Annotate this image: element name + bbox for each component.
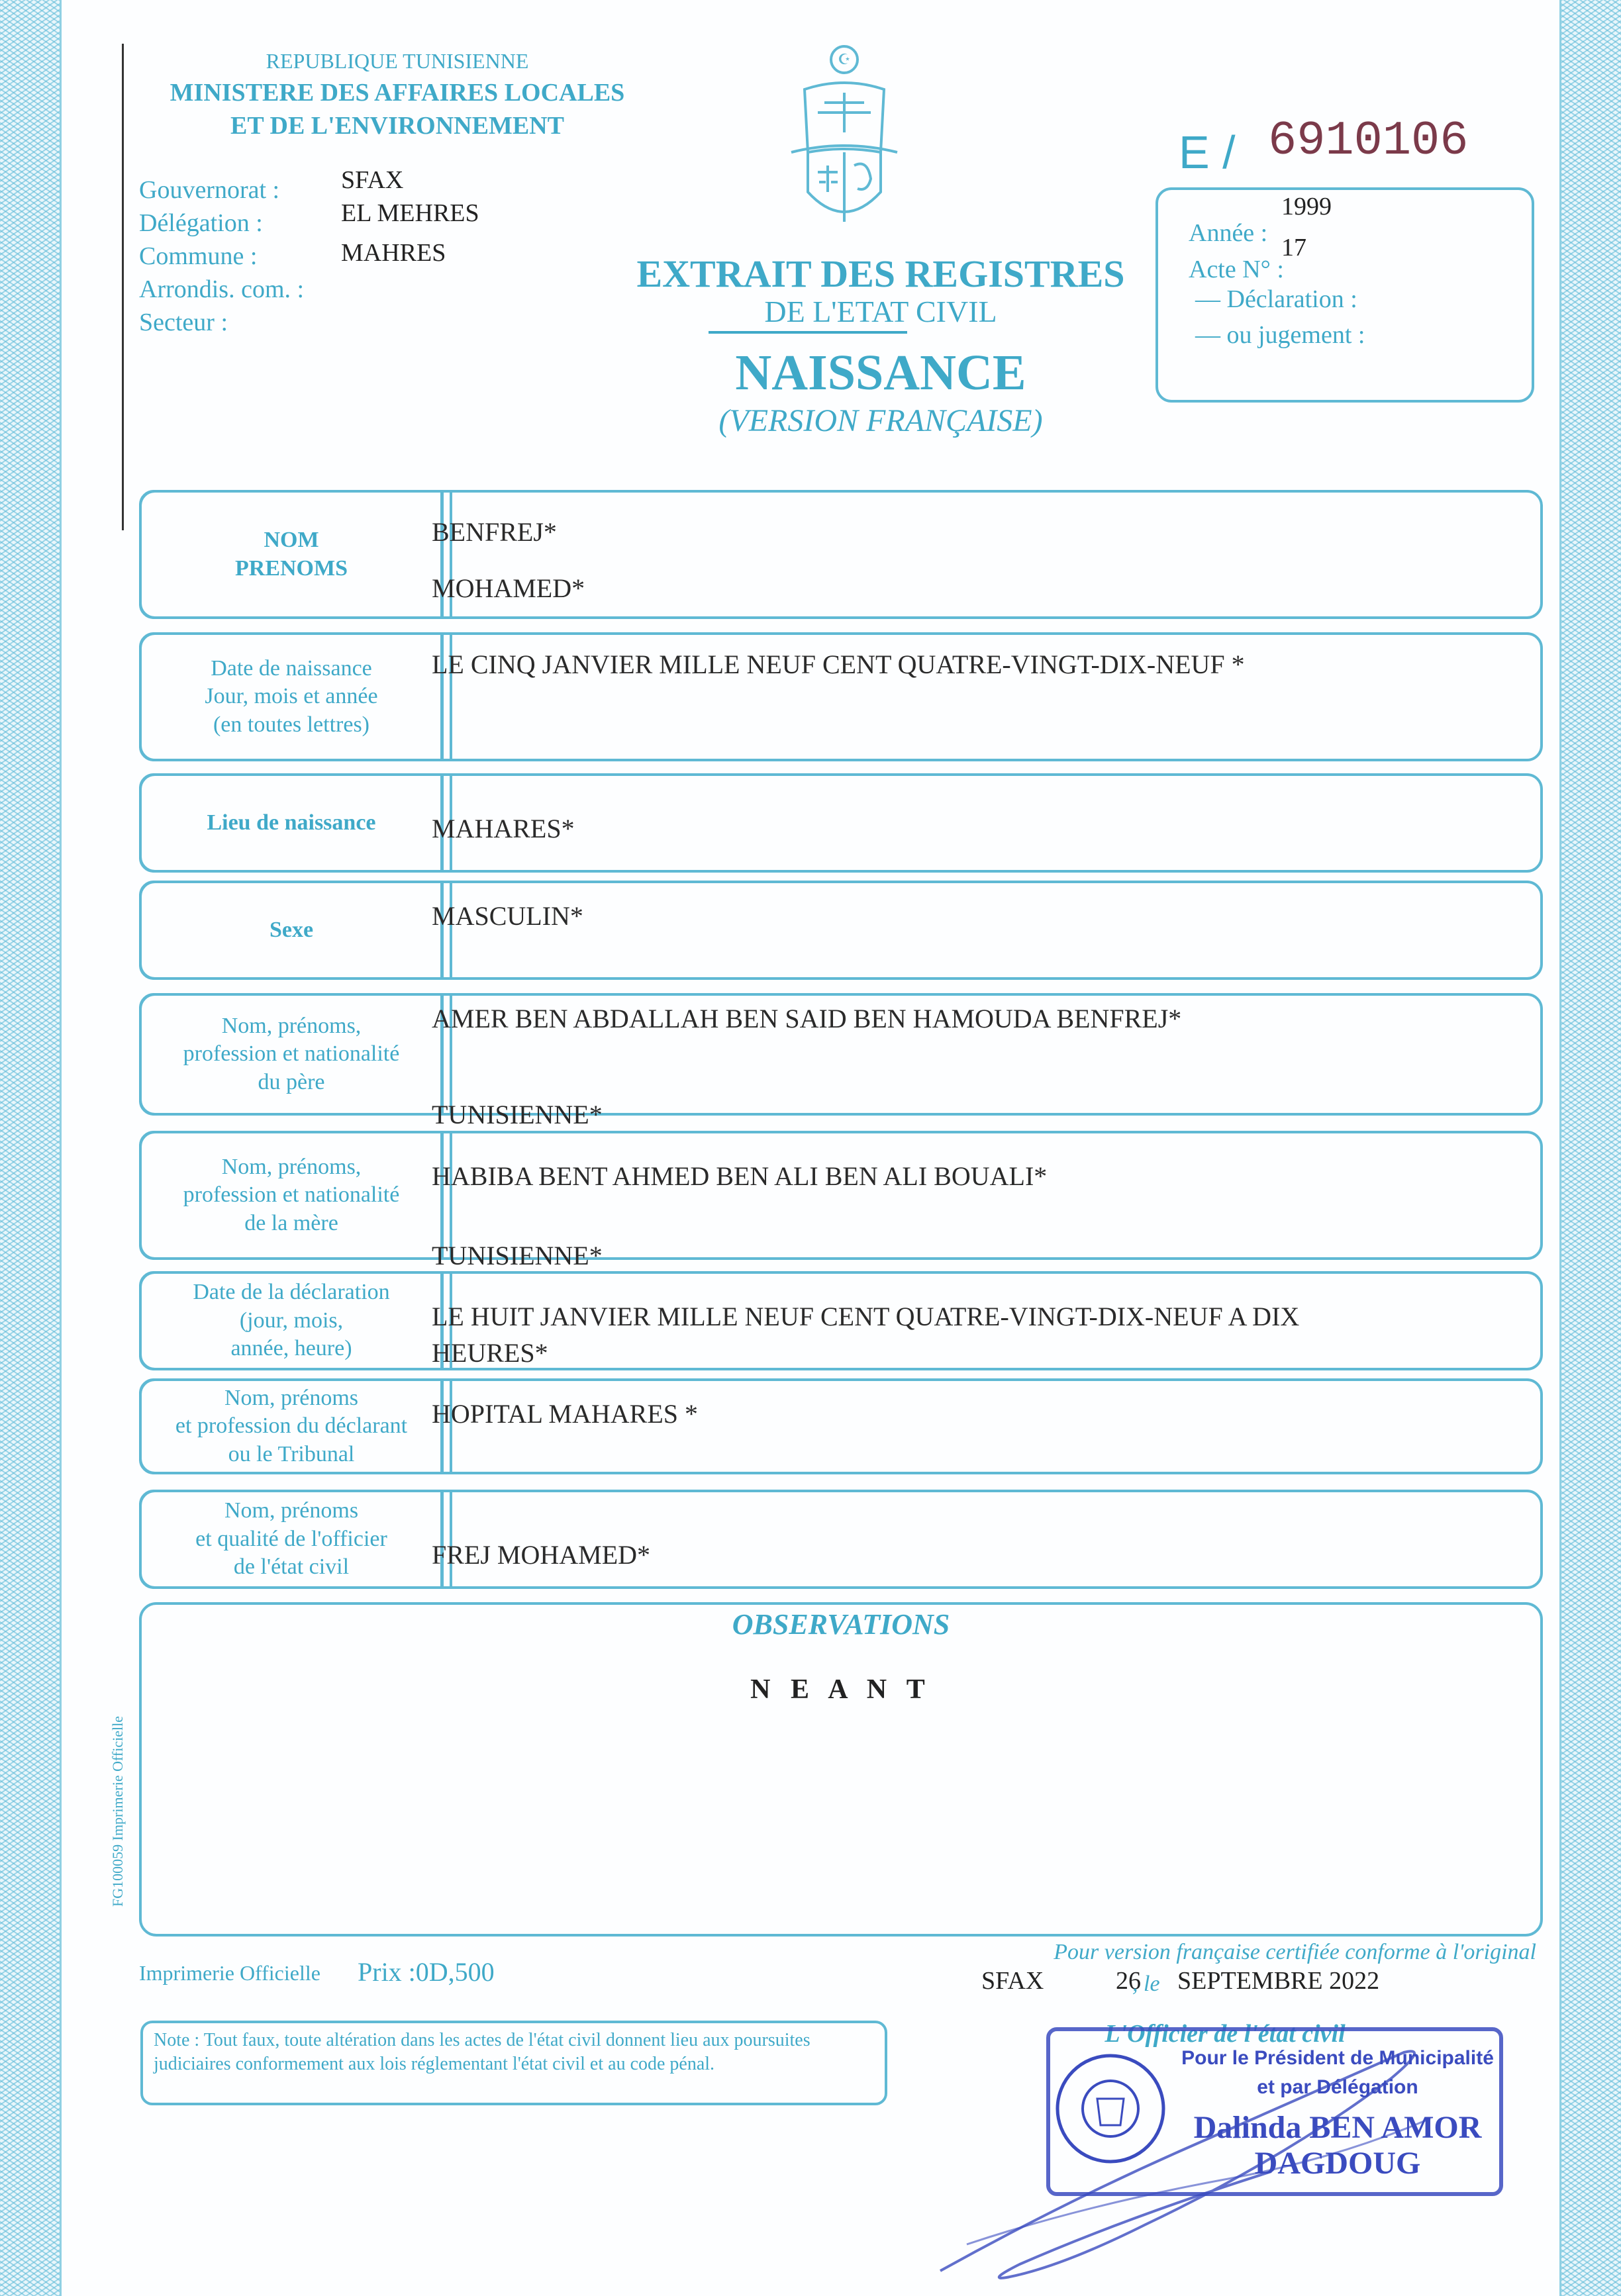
title-line1: EXTRAIT DES REGISTRES [636,252,1125,295]
serial-prefix: E / [1179,126,1236,178]
guilloche-border-right [1559,0,1621,2296]
delegation-value: EL MEHRES [341,199,479,227]
annee-value: 1999 [1281,193,1332,220]
row-label: Sexe [139,881,444,980]
row-value: HOPITAL MAHARES * [432,1399,698,1429]
stamp-line2: et par Délégation [1257,2076,1418,2098]
commune-label: Commune : [139,242,258,270]
row-value: MAHARES* [432,814,575,843]
gouvernorat-value: SFAX [341,166,404,194]
version-label: (VERSION FRANÇAISE) [718,403,1043,438]
serial-number: 6910106 [1268,114,1469,168]
row-label: Nom, prénoms et profession du déclarant ou le Tribunal [139,1378,444,1474]
legal-note: Note : Tout faux, toute altération dans les actes de l'état civil donnent lieu aux poursuites judiciaires conformement aux lois réglementant l'état civil et au code pénal. [140,2021,887,2105]
annee-label: Année : [1189,219,1268,247]
row-value: HEURES* [432,1338,548,1368]
gouvernorat-label: Gouvernorat : [139,176,280,204]
observations-box [139,1602,1543,1937]
stamp-line1: Pour le Président de Municipalité [1181,2047,1494,2069]
row-value: FREJ MOHAMED* [432,1540,651,1570]
ministry-line1: MINISTERE DES AFFAIRES LOCALES [170,79,625,107]
row-value: BENFREJ* [432,517,557,547]
form-reference: FG100059 Imprimerie Officielle [109,1716,126,1907]
row-value: HABIBA BENT AHMED BEN ALI BEN ALI BOUALI* [432,1161,1048,1191]
ministry-line2: ET DE L'ENVIRONNEMENT [230,112,564,140]
guilloche-border-left [0,0,62,2296]
price-label: Prix :0D,500 [358,1957,495,1987]
row-value: LE HUIT JANVIER MILLE NEUF CENT QUATRE-VINGT-DIX-NEUF A DIX [432,1302,1300,1331]
document-type-title: NAISSANCE [735,345,1026,401]
row-label: Date de la déclaration (jour, mois, année, heure) [139,1271,444,1370]
le-label: , le [1132,1972,1160,1996]
row-value: LE CINQ JANVIER MILLE NEUF CENT QUATRE-VINGT-DIX-NEUF * [432,649,1245,679]
row-value: MASCULIN* [432,901,583,931]
title-underline [709,331,907,334]
signature [927,2006,1457,2291]
observations-title: OBSERVATIONS [732,1608,950,1641]
observations-value: N E A N T [750,1674,932,1705]
officer-title: L'Officier de l'état civil [1105,2020,1346,2048]
row-value: TUNISIENNE* [432,1241,603,1270]
svg-text:☪: ☪ [838,51,851,68]
stamp-line4: DAGDOUG [1254,2146,1421,2181]
stamp-line3: Dalinda BEN AMOR [1193,2110,1482,2145]
row-value: TUNISIENNE* [432,1100,603,1129]
secteur-label: Secteur : [139,309,228,336]
printer-label: Imprimerie Officielle [139,1961,320,1985]
row-label: Date de naissance Jour, mois et année (en toutes lettres) [139,632,444,761]
row-label: Nom, prénoms et qualité de l'officier de l'état civil [139,1490,444,1589]
row-label: Lieu de naissance [139,773,444,873]
certified-label: Pour version française certifiée conforme à l'original [1054,1940,1536,1964]
row-label: NOM PRENOMS [139,490,444,619]
header-vertical-rule [122,44,124,530]
row-label: Nom, prénoms, profession et nationalité de la mère [139,1131,444,1260]
commune-value: MAHRES [341,239,446,267]
issue-day: 26 [1116,1967,1141,1995]
acte-label: Acte N° : [1189,256,1284,283]
row-label: Nom, prénoms, profession et nationalité du père [139,993,444,1116]
delegation-label: Délégation : [139,209,263,237]
issue-place: SFAX [981,1967,1044,1995]
arrondis-label: Arrondis. com. : [139,275,305,303]
row-value: AMER BEN ABDALLAH BEN SAID BEN HAMOUDA BENFREJ* [432,1004,1182,1033]
declaration-label: — Déclaration : [1195,285,1357,313]
jugement-label: — ou jugement : [1195,321,1365,349]
row-value: MOHAMED* [432,573,585,603]
republic-label: REPUBLIQUE TUNISIENNE [266,49,529,73]
title-line2: DE L'ETAT CIVIL [764,295,997,328]
acte-value: 17 [1281,234,1306,262]
coat-of-arms-icon [778,40,910,238]
issue-date: SEPTEMBRE 2022 [1177,1967,1380,1995]
